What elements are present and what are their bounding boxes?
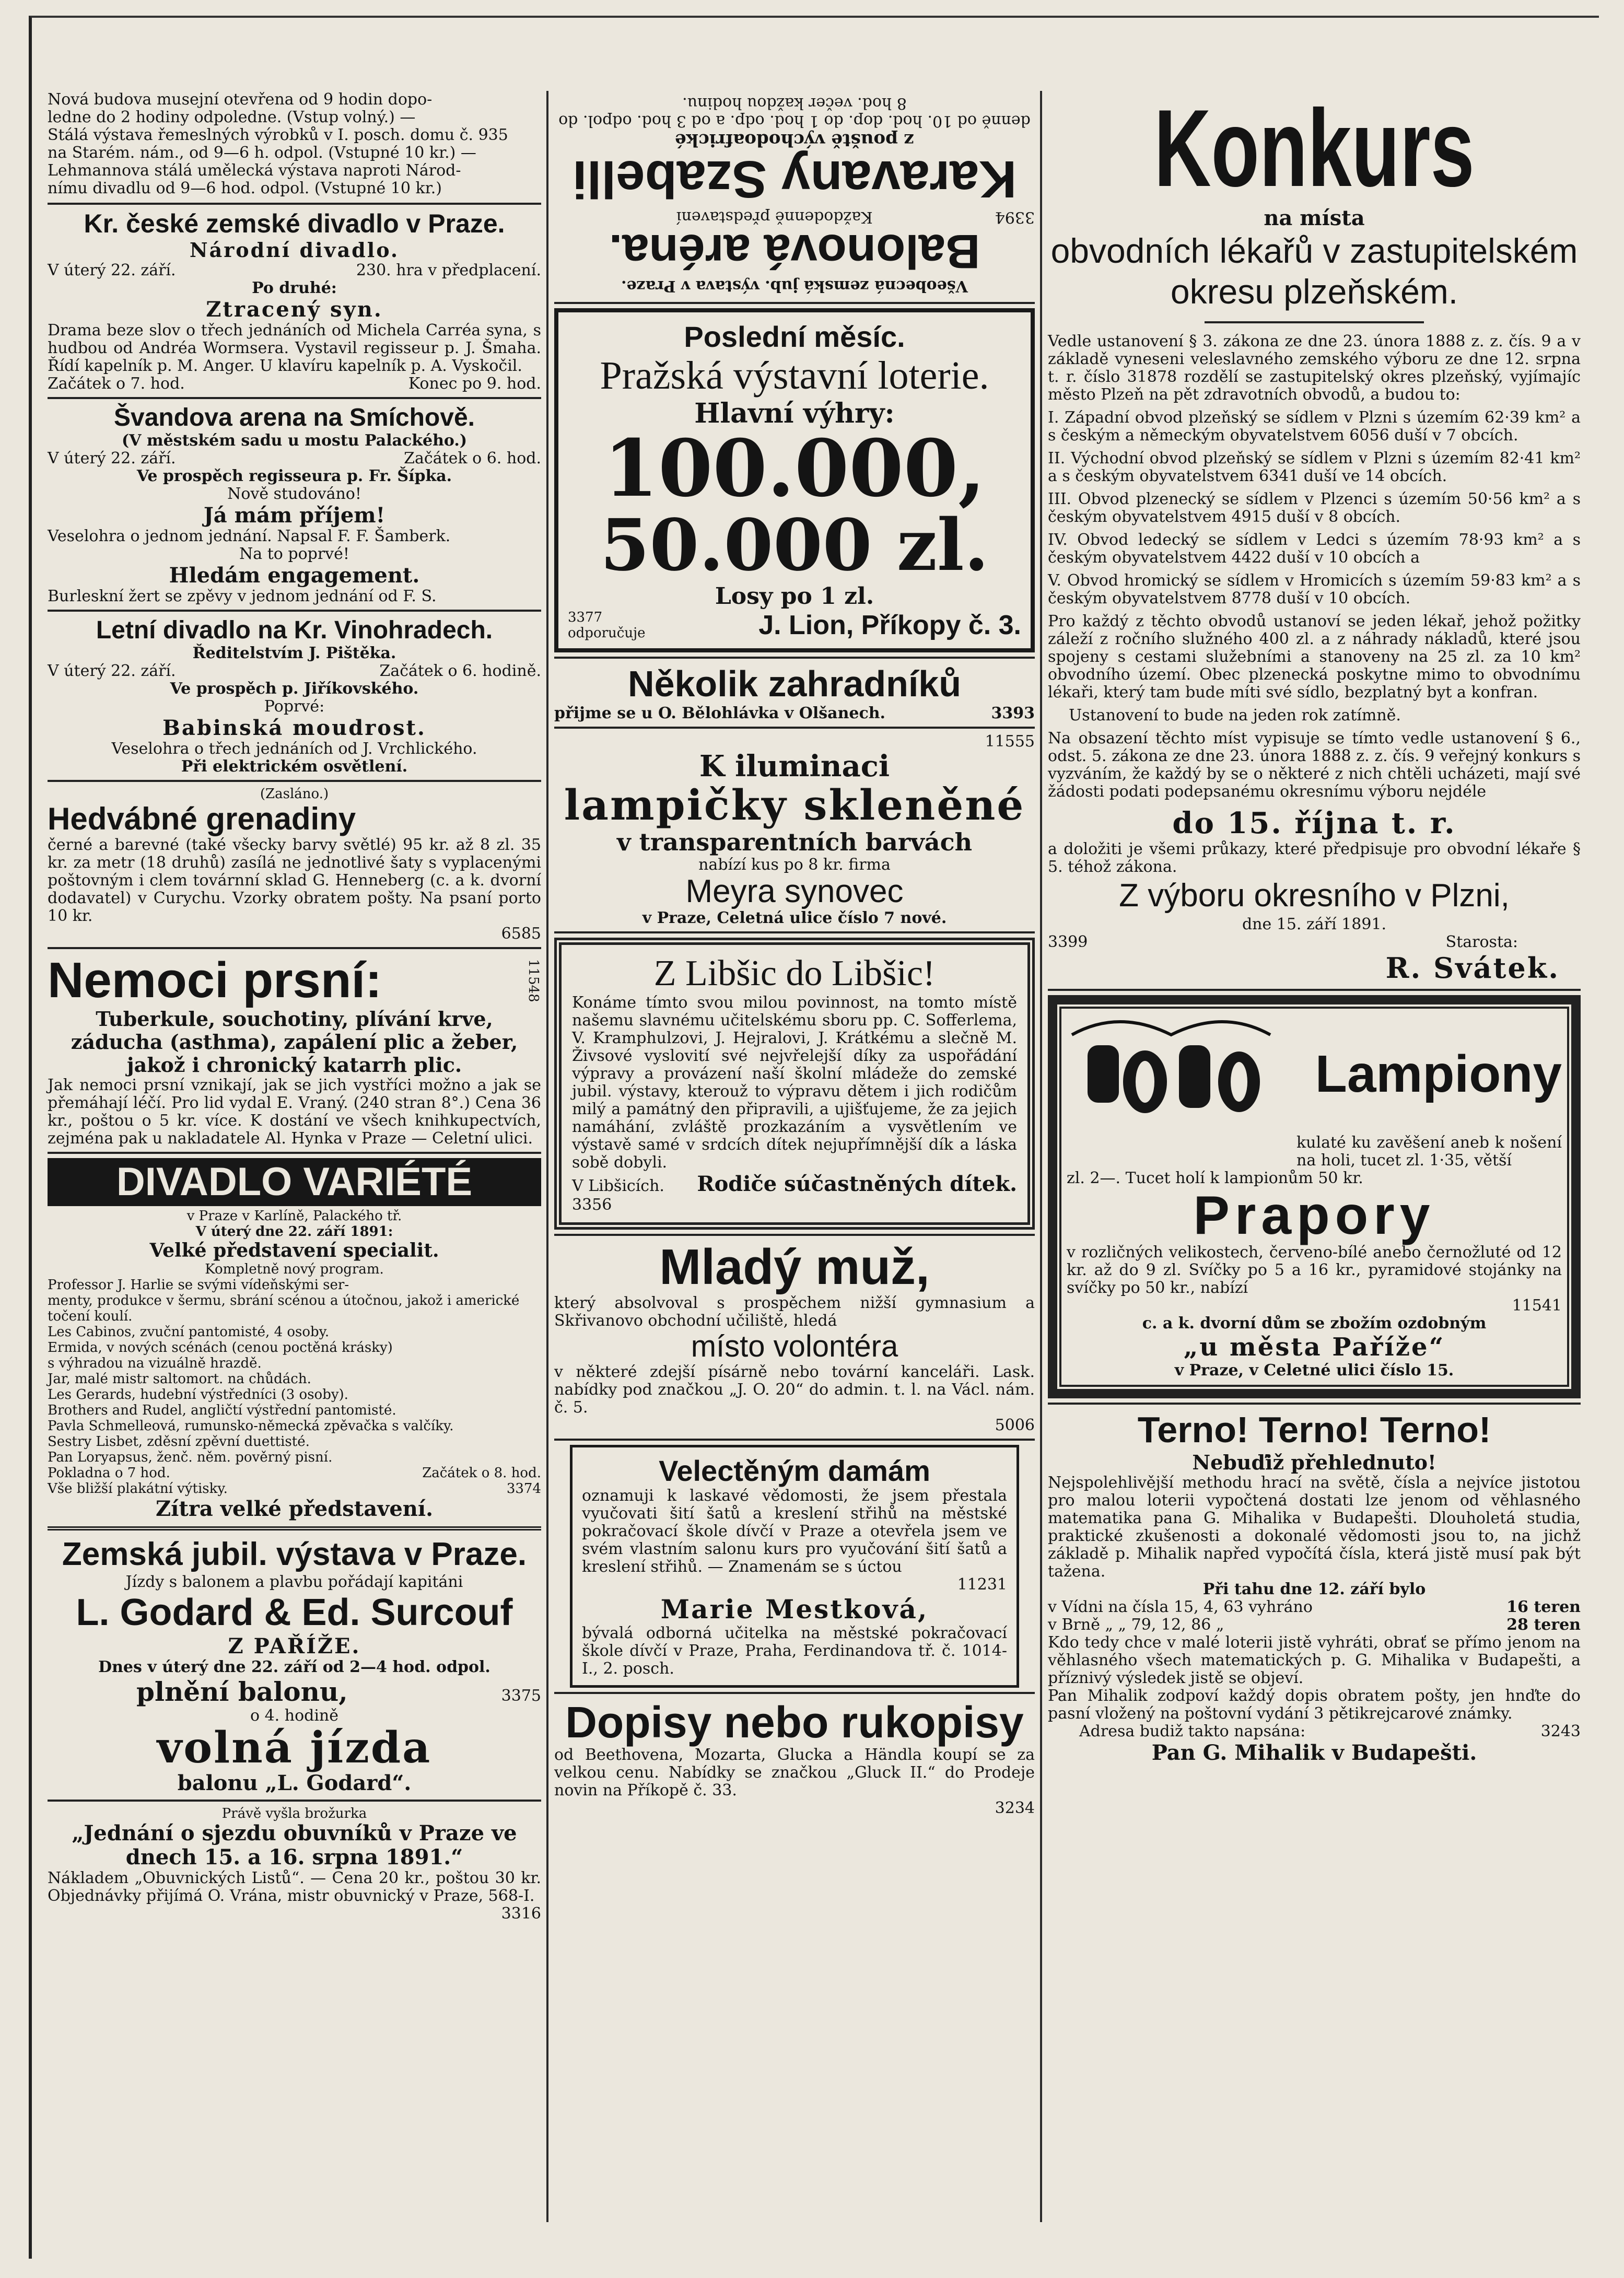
svandova-sub: (V městském sadu u mostu Palackého.) bbox=[121, 431, 468, 450]
jubilee-number: 3375 bbox=[501, 1687, 541, 1705]
svandova-play2: Hledám engagement. bbox=[169, 563, 420, 588]
terno-result-value: 28 teren bbox=[1506, 1616, 1581, 1634]
svandova-listing bbox=[48, 403, 541, 605]
variete-line: v Praze v Karlíně, Palackého tř. bbox=[186, 1208, 402, 1224]
young-title: Mladý muž, bbox=[659, 1239, 930, 1295]
lanterns-t3: v rozličných velikostech, červeno-bílé anebo černožluté od 12 kr. až do 9 zl. Svíčky po 5 a 16 kr., pyramidové stojánky na svíčky po 50 kr., nabízí bbox=[1067, 1243, 1562, 1297]
column-rule bbox=[1040, 91, 1042, 2222]
chest-title: Nemoci prsní: bbox=[48, 952, 382, 1008]
lottery-wins: Hlavní výhry: bbox=[694, 398, 895, 429]
vinohrady-benefit: Ve prospěch p. Jiříkovského. bbox=[170, 680, 419, 698]
variete-line: Ermida, v nových scénách (cenou poctěná krásky) bbox=[48, 1340, 393, 1356]
museum-line: na Starém. nám., od 9—6 h. odpol. (Vstupné 10 kr.) — bbox=[48, 144, 476, 162]
theatre-date: V úterý 22. září. bbox=[48, 261, 176, 279]
ladies-number: 11231 bbox=[957, 1575, 1007, 1594]
museum-line: Stálá výstava řemeslných výrobků v I. posch. domu č. 935 bbox=[48, 126, 508, 144]
museum-line: nímu divadlu od 9—6 hod. odpol. (Vstupné 10 kr.) bbox=[48, 179, 442, 197]
lamps-l3: v transparentních barvách bbox=[616, 828, 973, 856]
libsic-text: Konáme tímto svou milou povinnost, na tomto místě našemu slavnému učitelskému sboru pp. C. Sofferlema, V. Kramphulzovi, J. Hejralovi, J. Krátkému a slečně M. Živsové vyslovití své nejvřelejší díky za uspořádání výpravy a provázení naší školní mládeže do zemské jubil. výstavy, kterouž to výpravu dětem i jich rodičům milý a památný den připravili, a ujišťujeme, že za jejich namáhání, zvláště prozkazáním a vysvětlením ve výstavě samé v srdcích dítek nejupřímnější dík a láska sobě dobyli. bbox=[572, 994, 1017, 1172]
young-text: který absolvoval s prospěchem nižší gymnasium a Skřivanovo obchodní učiliště, hledá bbox=[554, 1294, 1035, 1330]
manuscripts-number: 3234 bbox=[995, 1799, 1035, 1817]
gardeners-text: přijme se u O. Bělohlávka v Olšanech. bbox=[554, 704, 885, 722]
lottery-prize-2: 50.000 zl. bbox=[600, 504, 989, 587]
variete-ad bbox=[48, 1158, 541, 1521]
variete-line: Začátek o 8. hod. bbox=[422, 1465, 541, 1481]
jubilee-title: Zemská jubil. výstava v Praze. bbox=[62, 1536, 527, 1572]
grenadine-text: černé a barevné (také všecky barvy světlé) 95 kr. až 8 zl. 35 kr. za metr (18 druhů) zasílá ne jednotlivé šaty s vyplacenými poštovným i clem továrnní sklad G. Henneberg (c. a k. dvorní dodavatel) v Curychu. Vzorky obratem pošty. Na psaní porto 10 kr. bbox=[48, 836, 541, 925]
terno-sub: Nebuďiž přehlednuto! bbox=[1192, 1451, 1436, 1474]
gardeners-title: Několik zahradníků bbox=[628, 663, 961, 704]
museum-line: ledne do 2 hodiny odpoledne. (Vstup volný.) — bbox=[48, 108, 416, 126]
libsic-place: V Libšicích. bbox=[572, 1177, 664, 1195]
lottery-seller: J. Lion, Příkopy č. 3. bbox=[758, 610, 1021, 640]
museum-notice bbox=[48, 91, 541, 197]
svandova-date: V úterý 22. září. bbox=[48, 449, 176, 468]
konkurs-paragraph: Ustanovení to bude na jeden rok zatímně. bbox=[1069, 706, 1401, 725]
shoes-title: „Jednání o sjezdu obuvníků v Praze ve dnech 15. a 16. srpna 1891.“ bbox=[72, 1821, 517, 1870]
konkurs-intro: Vedle ustanovení § 3. zákona ze dne 23. února 1888 z. z. čís. 9 a v základě vyneseni veleslavného zemského výboru ze dne 12. srpna t. r. číslo 31878 rozdělí se zastupitelský okres plzeňský, vyjímajíc město Plzeň na pět zdravotních obvodů, a budou to: bbox=[1048, 332, 1581, 404]
lanterns-t4: c. a k. dvorní dům se zbožím ozdobným bbox=[1142, 1314, 1487, 1333]
column-3 bbox=[1048, 87, 1581, 1765]
konkurs-deadline: do 15. října t. r. bbox=[1172, 806, 1456, 840]
konkurs-paragraph: a doložiti je všemi průkazy, které předpisuje pro obvodní lékaře § 5. téhož zákona. bbox=[1048, 840, 1581, 876]
manuscripts-ad bbox=[554, 1698, 1035, 1817]
lottery-ad bbox=[554, 308, 1035, 652]
konkurs-mayor: Starosta: bbox=[1445, 933, 1518, 951]
newspaper-page bbox=[29, 16, 1599, 2259]
theatre-performance: 230. hra v předplacení. bbox=[356, 261, 541, 279]
konkurs-district: III. Obvod plzenecký se sídlem v Plzenci s územím 50·56 km² a s českým obyvatelstvem 4915 duší v 8 obcích. bbox=[1048, 490, 1581, 526]
lottery-prize-1: 100.000, bbox=[603, 423, 986, 515]
arena-l5: z pouště východoafrické bbox=[674, 130, 915, 150]
museum-line: Lehmannova stálá umělecká výstava naproti Národ- bbox=[48, 161, 461, 180]
young-number: 5006 bbox=[995, 1416, 1035, 1434]
lanterns-number: 11541 bbox=[1512, 1296, 1562, 1315]
variete-title: DIVADLO VARIÉTÉ bbox=[48, 1158, 541, 1206]
young-place: místo volontéra bbox=[691, 1329, 898, 1363]
konkurs-title: Konkurs bbox=[1154, 87, 1475, 209]
vinohrady-title: Letní divadlo na Kr. Vinohradech. bbox=[96, 616, 493, 644]
lanterns-t2: zl. 2—. Tucet holí k lampionům 50 kr. bbox=[1067, 1169, 1363, 1187]
lamps-address: v Praze, Celetná ulice číslo 7 nové. bbox=[642, 909, 947, 927]
jubilee-balloon: balonu „L. Godard“. bbox=[177, 1771, 412, 1795]
libsic-signature: Rodiče súčastněných dítek. bbox=[697, 1172, 1017, 1196]
vinohrady-listing bbox=[48, 616, 541, 776]
column-rule bbox=[546, 91, 548, 2222]
lottery-month: Poslední měsíc. bbox=[684, 320, 905, 353]
gardeners-ad bbox=[554, 663, 1035, 722]
theatre-play-title: Ztracený syn. bbox=[206, 297, 383, 322]
konkurs-h2: obvodních lékařů v zastupitelském okresu plzeňském. bbox=[1050, 231, 1578, 311]
terno-name: Pan G. Mihalik v Budapešti. bbox=[1151, 1740, 1477, 1765]
libsic-title: Z Libšic do Libšic! bbox=[653, 953, 936, 994]
chest-body: Jak nemoci prsní vznikají, jak se jich vystříci možno a jak se přemáhají léčí. Pro lid vydal E. Vraný. (240 stran 8°.) Cena 36 kr., poštou o 5 kr. více. K dostání ve všech knihkupectvích, zejména pak u nakladatele Al. Hynka v Praze — Celetní ulici. bbox=[48, 1076, 541, 1148]
variete-line: Kompletně nový program. bbox=[205, 1261, 384, 1277]
column-2 bbox=[554, 91, 1035, 1817]
young-text2: v některé zdejší písárně nebo tovární kanceláři. Lask. nabídky pod značkou „J. O. 20“ do admin. t. l. na Václ. nám. č. 5. bbox=[554, 1363, 1035, 1417]
vinohrady-light: Při elektrickém osvětlení. bbox=[181, 757, 408, 776]
variete-line: Jar, malé mistr saltomort. na chůdách. bbox=[48, 1371, 311, 1387]
jubilee-names: L. Godard & Ed. Surcouf bbox=[76, 1592, 513, 1633]
shoes-line1: Právě vyšla brožurka bbox=[221, 1806, 367, 1821]
theatre-subtitle: Národní divadlo. bbox=[189, 238, 400, 262]
arena-l6: denně od 10. hod. dop. do 1 hod. odp. a od 3 hod. odpol. do 8 hod. večer každou hodinu. bbox=[558, 94, 1031, 130]
variete-line: Brothers and Rudel, angličtí výstřední pantomisté. bbox=[48, 1403, 396, 1418]
vinohrady-start: Začátek o 6. hodině. bbox=[379, 662, 541, 680]
konkurs-paragraph: Na obsazení těchto míst vypisuje se tímto vedle ustanovení § 6., odst. 5. zákona ze dne 23. února 1888 z. z. čís. 9 veřejný konkurs s vyzváním, že každý by se o některé z nich chtěli ucházeti, mají své žádosti podati podepsanému okresnímu výboru nejdéle bbox=[1048, 729, 1581, 801]
variete-line: V úterý dne 22. září 1891: bbox=[195, 1224, 393, 1240]
theatre-second: Po druhé: bbox=[252, 279, 337, 297]
shoes-number: 3316 bbox=[501, 1905, 541, 1923]
ladies-name: Marie Mestková, bbox=[660, 1594, 929, 1625]
jubilee-from: Z PAŘÍŽE. bbox=[228, 1634, 361, 1658]
variete-line: menty, produkce v šermu, sbrání scénou a útočnou, jakož i americké točení koulí. bbox=[48, 1293, 520, 1324]
variete-line: Les Cabinos, zvuční pantomisté, 4 osoby. bbox=[48, 1324, 330, 1340]
manuscripts-title: Dopisy nebo rukopisy bbox=[565, 1698, 1024, 1747]
variete-line: Sestry Lisbet, zděsní zpěvní duettisté. bbox=[48, 1434, 310, 1450]
terno-result: v Brně „ „ 79, 12, 86 „ bbox=[1048, 1616, 1224, 1634]
jubilee-date: Dnes v úterý dne 22. září od 2—4 hod. odpol. bbox=[98, 1658, 490, 1676]
variete-tomorrow: Zítra velké představení. bbox=[155, 1497, 434, 1521]
variete-line: Pavla Schmelleová, rumunsko-německá zpěvačka s valčíky. bbox=[48, 1418, 454, 1434]
konkurs-signature: R. Svátek. bbox=[1385, 951, 1560, 985]
chest-diseases: Tuberkule, souchotiny, plívání krve, záducha (asthma), zapálení plic a žeber, jakož i chronický katarrh plic. bbox=[71, 1007, 518, 1077]
lanterns-ad bbox=[1048, 995, 1581, 1398]
arena-l3: Každodenně představení bbox=[676, 208, 873, 226]
konkurs-district: IV. Obvod ledecký se sídlem v Ledci s územím 78·93 km² a s českým obyvatelstvem 4422 duší v 10 obcích a bbox=[1048, 531, 1581, 567]
variete-number: 3374 bbox=[506, 1481, 541, 1497]
ladies-ad bbox=[570, 1445, 1019, 1688]
svandova-new: Nově studováno! bbox=[227, 485, 361, 503]
svandova-benefit: Ve prospěch regisseura p. Fr. Šípka. bbox=[136, 467, 452, 485]
terno-text2: Kdo tedy chce v malé loterii jistě vyhráti, obrať se přímo jenom na věhlasného všech matematických p. G. Mihalika v Budapešti, a příznivý výsledek jistě se objeví. bbox=[1048, 1633, 1581, 1687]
libsic-number: 3356 bbox=[572, 1196, 612, 1214]
variete-line: Professor J. Harlie se svými vídeňskými ser- bbox=[48, 1277, 349, 1293]
chest-disease-ad bbox=[48, 953, 541, 1148]
variete-line: Pokladna o 7 hod. bbox=[48, 1465, 170, 1481]
vinohrady-desc: Veselohra o třech jednáních od J. Vrchlického. bbox=[111, 740, 477, 758]
national-theatre-listing bbox=[48, 209, 541, 393]
svandova-desc: Veselohra o jednom jednání. Napsal F. F. Šamberk. bbox=[48, 527, 451, 545]
chest-side-number: 11548 bbox=[525, 959, 541, 1002]
grenadine-sent: (Zasláno.) bbox=[260, 786, 329, 802]
ladies-title: Velectěným damám bbox=[659, 1454, 930, 1487]
manuscripts-text: od Beethovena, Mozarta, Glucka a Händla koupí se za velkou cenu. Nabídky se značkou „Gluck II.“ do Prodeje novin na Příkopě č. 33. bbox=[554, 1746, 1035, 1800]
lanterns-t1: kulaté ku zavěšení aneb k nošení na holi, tucet zl. 1·35, větší bbox=[1296, 1134, 1562, 1170]
konkurs-date: dne 15. září 1891. bbox=[1242, 915, 1387, 933]
shoemakers-ad bbox=[48, 1806, 541, 1923]
gardeners-number: 3393 bbox=[991, 704, 1035, 722]
variete-line: Pan Loryapsus, ženč. něm. pověrný pisní. bbox=[48, 1450, 333, 1465]
lanterns-illustration bbox=[1067, 1014, 1276, 1134]
theatre-end: Konec po 9. hod. bbox=[408, 375, 541, 393]
lanterns-flags: Prapory bbox=[1193, 1185, 1435, 1246]
svandova-after: Na to poprvé! bbox=[239, 545, 349, 563]
variete-line: Velké představení specialit. bbox=[149, 1240, 439, 1261]
arena-number: 3394 bbox=[995, 208, 1035, 226]
konkurs-sub: na místa bbox=[1264, 206, 1365, 230]
museum-line: Nová budova musejní otevřena od 9 hodin dopo- bbox=[48, 90, 433, 109]
arena-l1: Všeobecná zemská jub. výstava v Praze. bbox=[621, 277, 968, 295]
arena-l4: Karavany Szabelli bbox=[572, 150, 1017, 208]
jubilee-sub: Jízdy s balonem a plavbu pořádají kapitáni bbox=[125, 1573, 463, 1591]
vinohrady-play: Babinská moudrost. bbox=[162, 716, 426, 740]
svandova-play: Já mám příjem! bbox=[203, 503, 385, 528]
ladies-desc: bývalá odborná učitelka na městské pokračovací škole dívčí v Praze, Praha, Ferdinandova tř. č. 1014-I., 2. posch. bbox=[582, 1624, 1007, 1678]
svandova-desc2: Burleskní žert se zpěvy v jednom jednání od F. S. bbox=[48, 587, 437, 605]
balloon-arena-ad-upside-down bbox=[554, 91, 1035, 298]
shoes-text: Nákladem „Obuvnických Listů“. — Cena 20 kr., poštou 30 kr. Objednávky přijímá O. Vrána, mistr obuvnický v Praze, 568-I. bbox=[48, 1869, 541, 1905]
variete-line: Les Gerards, hudební výstředníci (3 osoby). bbox=[48, 1387, 348, 1403]
terno-address-label: Adresa budiž takto napsána: bbox=[1079, 1722, 1306, 1740]
lottery-title: Pražská výstavní loterie. bbox=[600, 354, 989, 398]
grenadine-title: Hedvábné grenadiny bbox=[48, 801, 356, 836]
lamps-number: 11555 bbox=[985, 732, 1035, 751]
variete-line: s výhradou na vizuálně hrazdě. bbox=[48, 1356, 262, 1371]
lanterns-title: Lampiony bbox=[1315, 1044, 1562, 1103]
grenadine-ad bbox=[48, 786, 541, 943]
lamps-l1: K iluminaci bbox=[699, 749, 890, 784]
lamps-l2: lampičky skleněné bbox=[564, 780, 1025, 830]
lanterns-shop: „u města Paříže“ bbox=[1183, 1333, 1445, 1362]
theatre-description: Drama beze slov o třech jednáních od Michela Carréa syna, s hudbou od Andréa Wormsera. Vystavil regisseur p. J. Šmaha. Řídí kapelník p. M. Anger. U klavíru kapelník p. A. Vyskočil. bbox=[48, 321, 541, 375]
lamps-l4: nabízí kus po 8 kr. firma bbox=[698, 856, 891, 874]
jubilee-balloon-ad bbox=[48, 1536, 541, 1795]
terno-title: Terno! Terno! Terno! bbox=[1137, 1409, 1491, 1450]
arena-l2: Balonová aréna. bbox=[609, 225, 980, 278]
column-1 bbox=[48, 91, 541, 1923]
konkurs-from: Z výboru okresního v Plzni, bbox=[1119, 878, 1510, 914]
jubilee-filling: plnění balonu, bbox=[136, 1676, 348, 1707]
vinohrady-date: V úterý 22. září. bbox=[48, 662, 176, 680]
svandova-start: Začátek o 6. hod. bbox=[404, 449, 541, 468]
terno-text3: Pan Mihalik zodpoví každý dopis obratem pošty, jen hnďte do pasní vložený na poštovní vydání 3 pětikrejcarové známky. bbox=[1048, 1687, 1581, 1723]
terno-text: Nejspolehlivější methodu hrací na světě, čísla a nejvíce jistotou pro malou loterii vypočtená dostati lze jenom od věhlasného matematika pana G. Mihalika v Budapešti. Dlouholetá studia, praktické zkušenosti a dokonalé vědomosti jsou to, na jichž základě p. Mihalik napřed vypočítá čísla, která jistě musí pak být tažena. bbox=[1048, 1474, 1581, 1581]
lottery-tickets: Losy po 1 zl. bbox=[715, 583, 874, 610]
konkurs-ad bbox=[1048, 87, 1581, 985]
vinohrady-director: Ředitelstvím J. Pištěka. bbox=[192, 644, 396, 662]
terno-ad bbox=[1048, 1409, 1581, 1765]
theatre-title: Kr. české zemské divadlo v Praze. bbox=[84, 209, 505, 238]
ladies-text: oznamuji k laskavé vědomosti, že jsem přestala vyučovati šití šatů a kreslení střihů na městské pokračovací škole dívčí v Praze a otevřela jsem ve svém vlastním salonu kurs pro vyučování šití šatů a kreslení střihů. — Znamenám se s úctou bbox=[582, 1487, 1007, 1576]
jubilee-time: o 4. hodině bbox=[250, 1707, 338, 1725]
lottery-rec: odporučuje bbox=[568, 625, 646, 641]
jubilee-free-ride: volná jízda bbox=[157, 1723, 432, 1773]
konkurs-paragraph: Pro každý z těchto obvodů ustanoví se jeden lékař, jehož požitky záleží z ročního služného 400 zl. a z náhrady nákladů, které jsou spojeny s cestami služebními a stanoveny na 25 zl. za 10 km² obvodního území. Obec plzenecká poskytne mimo to obvodnímu lékaři, který tam bude míti své sídlo, bezplatný byt a konfran. bbox=[1048, 612, 1581, 702]
variete-line: Vše bližší plakátní výtisky. bbox=[48, 1481, 228, 1497]
lanterns-address: v Praze, v Celetné ulici číslo 15. bbox=[1174, 1361, 1454, 1380]
terno-drawn: Při tahu dne 12. září bylo bbox=[1202, 1580, 1426, 1598]
grenadine-number: 6585 bbox=[501, 925, 541, 943]
lamps-ad bbox=[554, 733, 1035, 927]
konkurs-district: II. Východní obvod plzeňský se sídlem v Plzni s územím 82·41 km² a s českým obyvatelstvem 6341 duší ve 14 obcích. bbox=[1048, 449, 1581, 485]
terno-number: 3243 bbox=[1540, 1722, 1581, 1740]
theatre-start: Začátek o 7. hod. bbox=[48, 375, 185, 393]
lottery-number: 3377 bbox=[568, 610, 603, 625]
young-man-ad bbox=[554, 1240, 1035, 1434]
svandova-title: Švandova arena na Smíchově. bbox=[114, 404, 475, 431]
libsic-thanks-ad bbox=[554, 938, 1035, 1230]
konkurs-number: 3399 bbox=[1048, 933, 1088, 951]
konkurs-district: I. Západní obvod plzeňský se sídlem v Plzni s územím 62·39 km² a s českým a německým obyvatelstvem 6056 duší v 7 obcích. bbox=[1048, 408, 1581, 445]
terno-result-value: 16 teren bbox=[1506, 1598, 1581, 1616]
terno-result: v Vídni na čísla 15, 4, 63 vyhráno bbox=[1048, 1598, 1313, 1616]
vinohrady-first: Poprvé: bbox=[264, 697, 325, 716]
lamps-firm: Meyra synovec bbox=[685, 873, 904, 909]
konkurs-district: V. Obvod hromický se sídlem v Hromicích s územím 59·83 km² a s českým obyvatelstvem 8778 duší v 10 obcích. bbox=[1048, 571, 1581, 608]
